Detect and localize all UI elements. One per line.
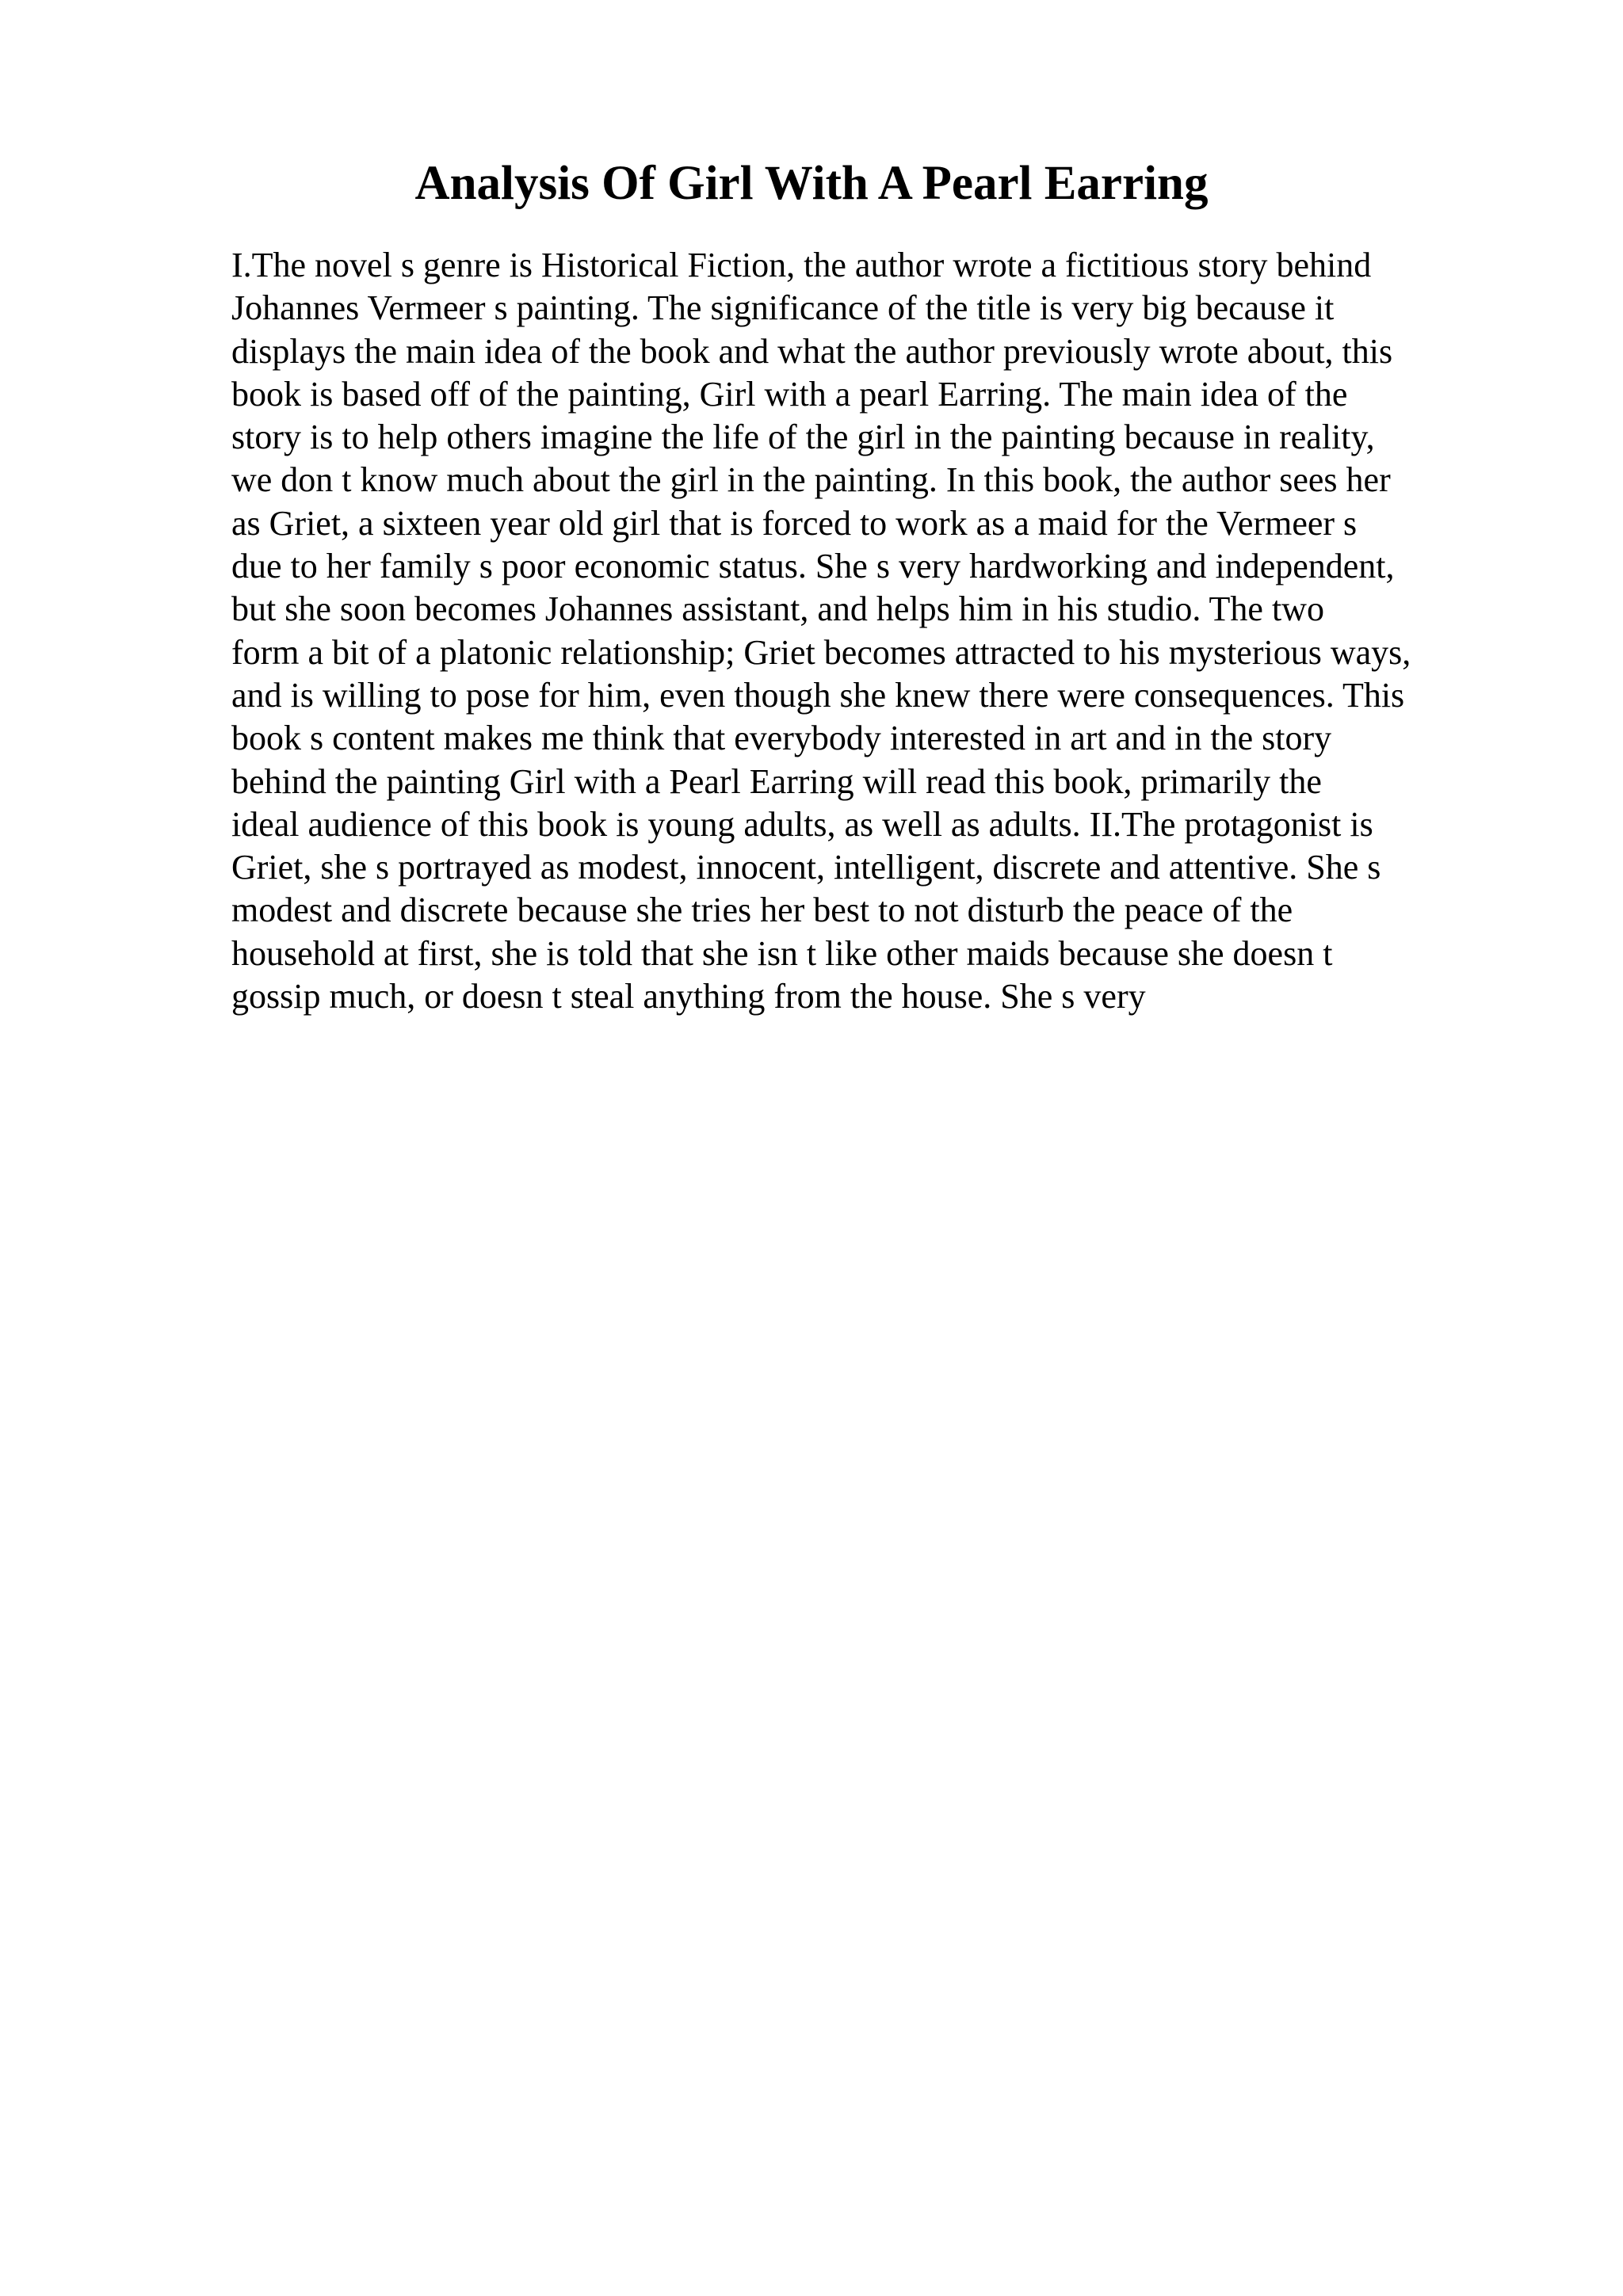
body-text (231, 244, 1499, 1018)
document-title: Analysis Of Girl With A Pearl Earring (414, 157, 1209, 210)
text-line-16: modest and discrete because she tries her best to not disturb the peace of the (231, 891, 1293, 930)
text-line-18: gossip much, or doesn t steal anything from the house. She s very (231, 977, 1146, 1016)
text-line-14: ideal audience of this book is young adults, as well as adults. II.The protagonist is (231, 804, 1373, 844)
text-line-4: book is based off of the painting, Girl with a pearl Earring. The main idea of the (231, 374, 1348, 414)
text-line-11: and is willing to pose for him, even though she knew there were consequences. This (231, 675, 1405, 715)
text-line-17: household at first, she is told that she isn t like other maids because she doesn t (231, 933, 1333, 973)
text-line-12: book s content makes me think that everybody interested in art and in the story (231, 719, 1332, 758)
text-line-2: Johannes Vermeer s painting. The significance of the title is very big because it (231, 288, 1335, 328)
text-line-6: we don t know much about the girl in the painting. In this book, the author sees her (231, 460, 1391, 500)
text-line-7: as Griet, a sixteen year old girl that is forced to work as a maid for the Vermeer s (231, 503, 1358, 543)
text-line-13: behind the painting Girl with a Pearl Earring will read this book, primarily the (231, 761, 1322, 801)
text-line-10: form a bit of a platonic relationship; Griet becomes attracted to his mysterious ways, (231, 632, 1411, 672)
text-line-15: Griet, she s portrayed as modest, innocent, intelligent, discrete and attentive. She s (231, 848, 1381, 887)
text-line-5: story is to help others imagine the life of the girl in the painting because in reality, (231, 418, 1375, 457)
text-line-8: due to her family s poor economic status. She s very hardworking and independent, (231, 547, 1395, 586)
text-line-9: but she soon becomes Johannes assistant, and helps him in his studio. The two (231, 589, 1324, 629)
text-line-1: I.The novel s genre is Historical Fiction, the author wrote a fictitious story behind (231, 246, 1372, 284)
text-line-3: displays the main idea of the book and what the author previously wrote about, this (231, 331, 1393, 371)
